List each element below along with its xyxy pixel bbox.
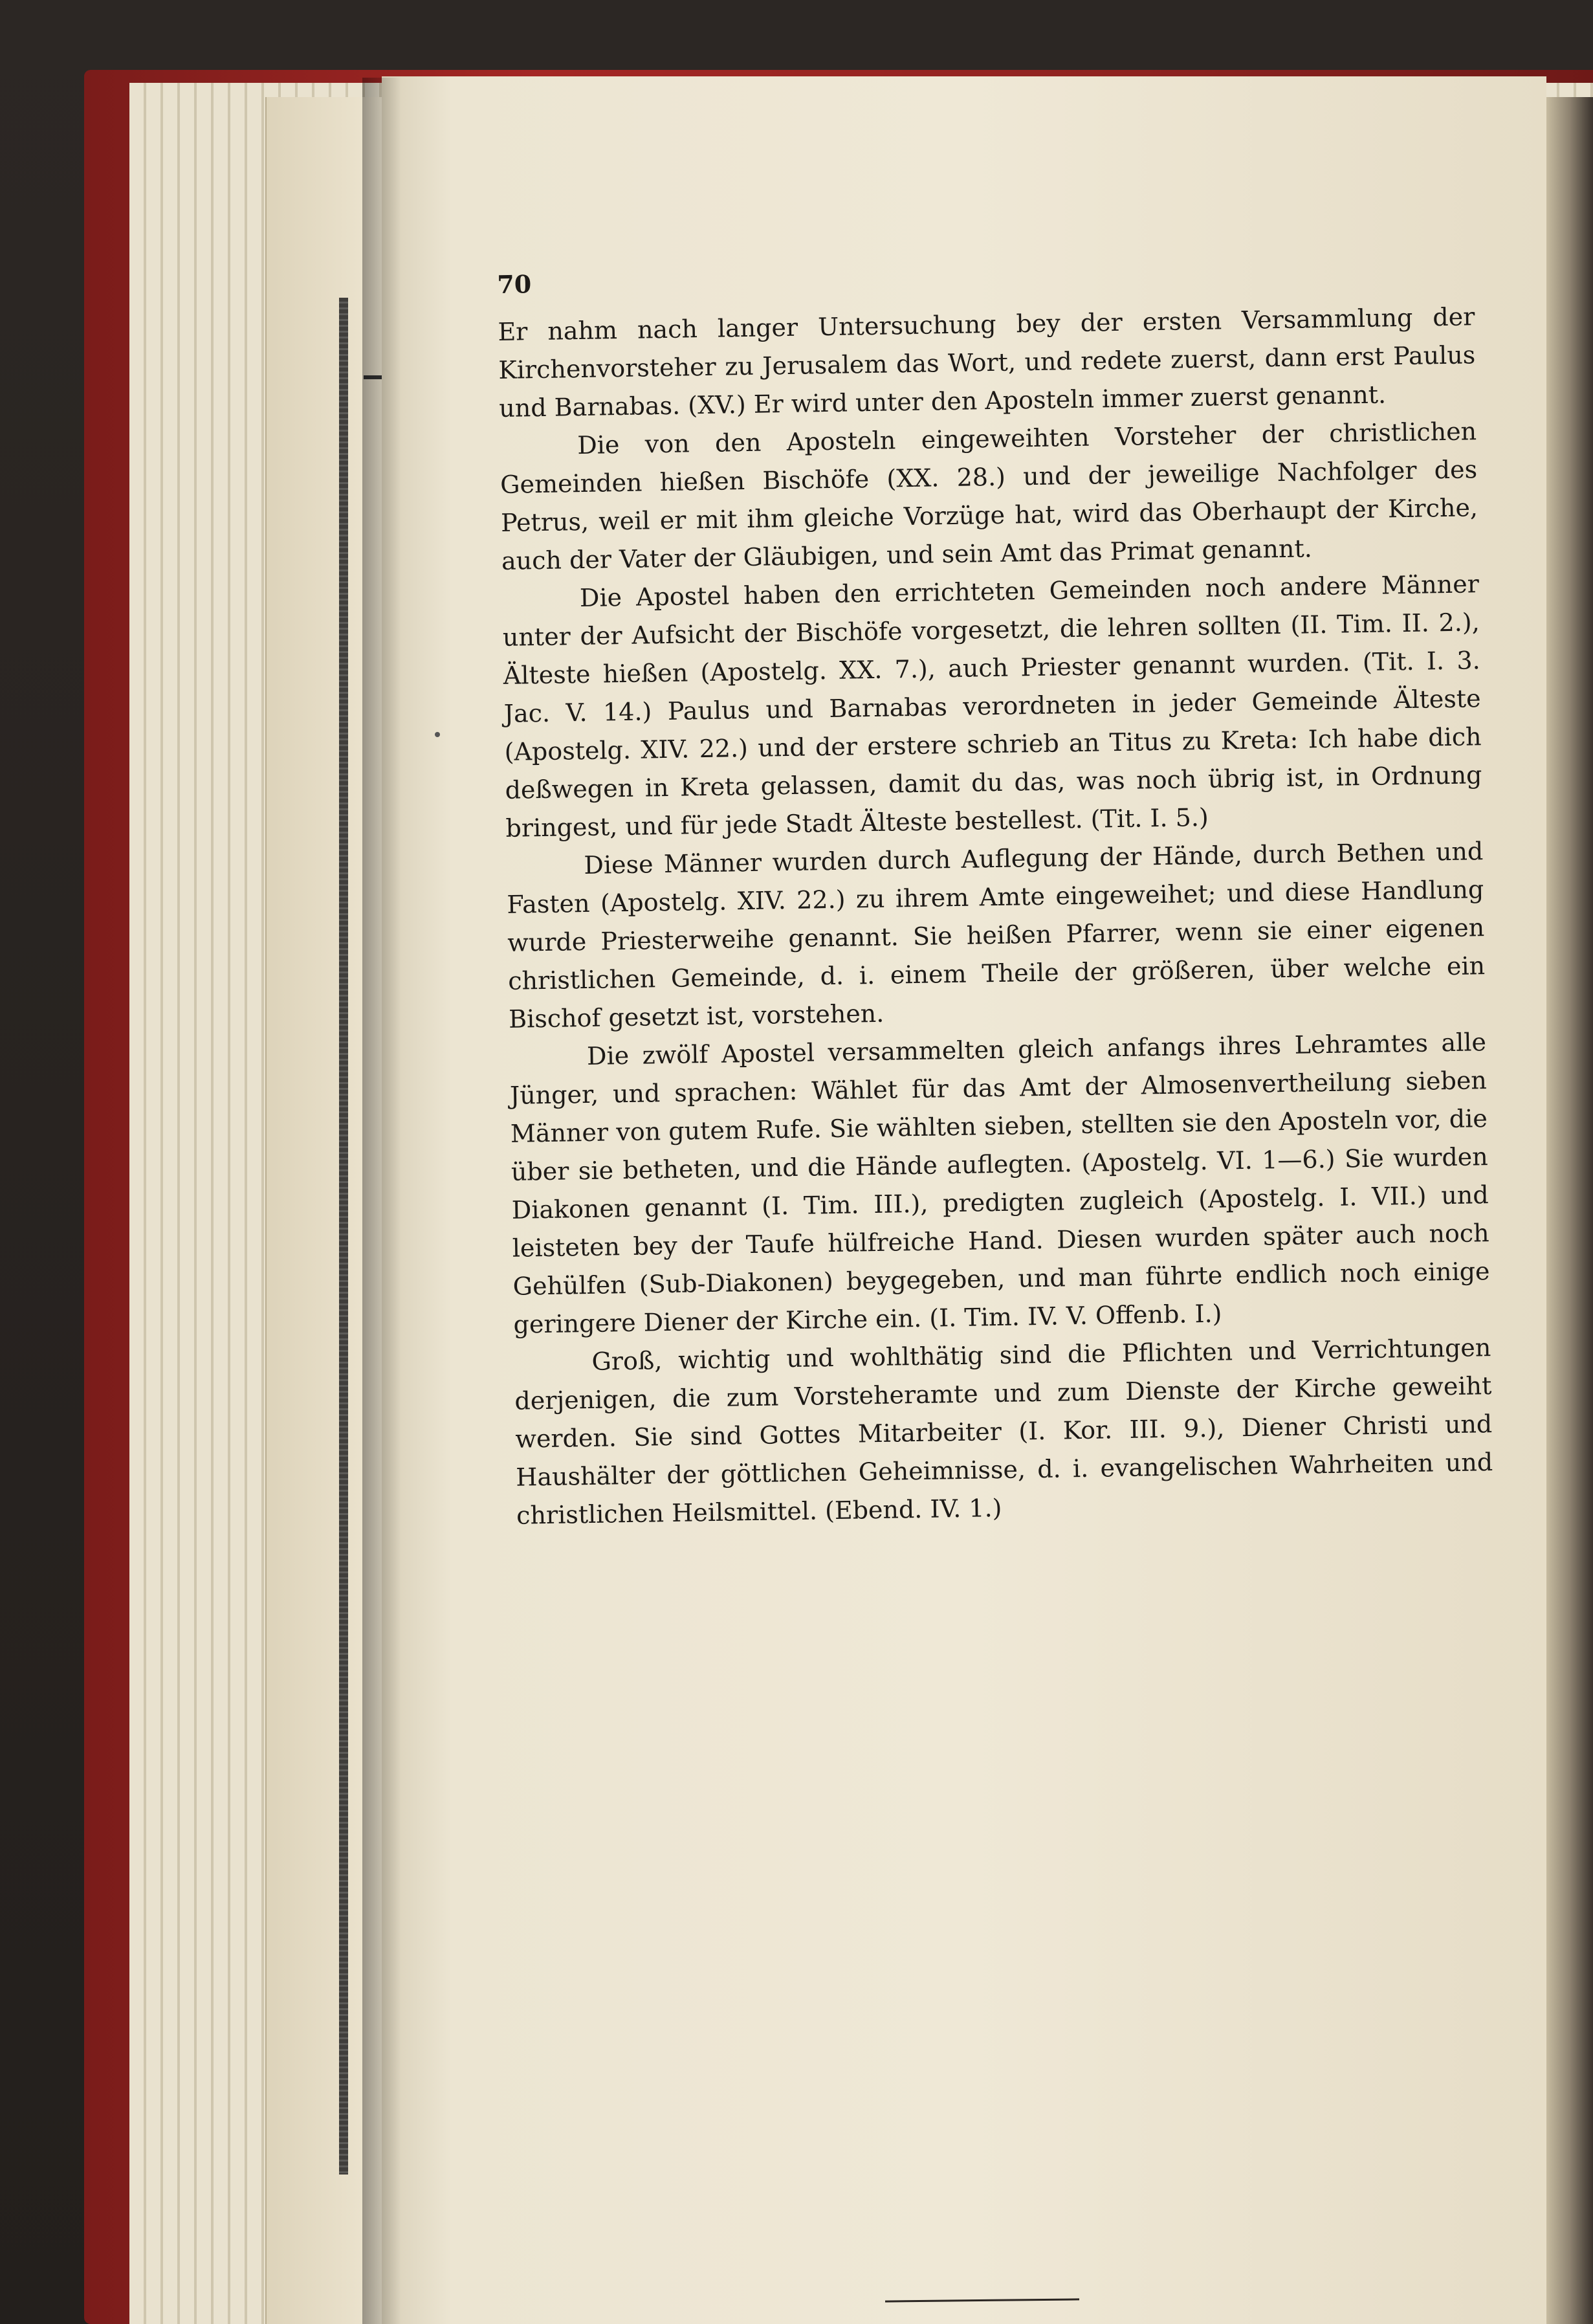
paragraph: Groß, wichtig und wohlthätig sind die Pflichten und Verrichtungen derjenigen, die zum Vorsteheramte und zum Dienste der Kirche geweiht werden. Sie sind Gottes Mitarbeiter (I. Kor. III. 9.), Diener Christi und Haushälter der göttlichen Geheimnisse, d. i. evangelischen Wahrheiten und christlichen Heilsmittel. (Ebend. IV. 1.) <box>514 1333 1493 1530</box>
paragraph: Er nahm nach langer Untersuchung bey der ersten Versammlung der Kirchenvorsteher zu Jerusalem das Wort, und redete zuerst, dann erst Paulus und Barnabas. (XV.) Er wird unter den Aposteln immer zuerst genannt. <box>498 302 1476 423</box>
paragraph: Die zwölf Apostel versammelten gleich anfangs ihres Lehramtes alle Jünger, und sprachen: Wählet für das Amt der Almosenvertheilung sieben Männer von gutem Rufe. Sie wählten sieben, stellten sie den Aposteln vor, die über sie betheten, und die Hände auflegten. (Apostelg. VI. 1—6.) Sie wurden Diakonen genannt (I. Tim. III.), predigten zugleich (Apostelg. I. VII.) und leisteten bey der Taufe hülfreiche Hand. Diesen wurden später auch noch Gehülfen (Sub-Diakonen) beygegeben, und man führte endlich noch einige geringere Diener der Kirche ein. (I. Tim. IV. V. Offenb. I.) <box>509 1028 1490 1339</box>
margin-dot <box>435 732 440 737</box>
body-text <box>498 298 1493 1534</box>
paragraph: Die Apostel haben den errichteten Gemeinden noch andere Männer unter der Aufsicht der Bischöfe vorgesetzt, die lehren sollten (II. Tim. II. 2.), Älteste hießen (Apostelg. XX. 7.), auch Priester genannt wurden. (Tit. I. 3. Jac. V. 14.) Paulus und Barnabas verordneten in jeder Gemeinde Älteste (Apostelg. XIV. 22.) und der erstere schrieb an Titus zu Kreta: Ich habe dich deßwegen in Kreta gelassen, damit du das, was noch übrig ist, in Ordnung bringest, und für jede Stadt Älteste bestellest. (Tit. I. 5.) <box>502 570 1482 843</box>
binding-mark <box>339 298 348 2175</box>
page-text <box>497 255 1494 1534</box>
right-page-edge <box>1546 97 1593 2324</box>
paragraph: Die von den Aposteln eingeweihten Vorsteher der christlichen Gemeinden hießen Bischöfe (XX. 28.) und der jeweilige Nachfolger des Petrus, weil er mit ihm gleiche Vorzüge hat, wird das Oberhaupt der Kirche, auch der Vater der Gläubigen, und sein Amt das Primat genannt. <box>500 417 1478 575</box>
page-number: 70 <box>496 269 532 299</box>
paragraph: Diese Männer wurden durch Auflegung der Hände, durch Bethen und Fasten (Apostelg. XIV. 22.) zu ihrem Amte eingeweihet; und diese Handlung wurde Priesterweihe genannt. Sie heißen Pfarrer, wenn sie einer eigenen christlichen Gemeinde, d. i. einem Theile der größeren, über welche ein Bischof gesetzt ist, vorstehen. <box>507 837 1486 1034</box>
gutter-shadow <box>362 78 401 2324</box>
